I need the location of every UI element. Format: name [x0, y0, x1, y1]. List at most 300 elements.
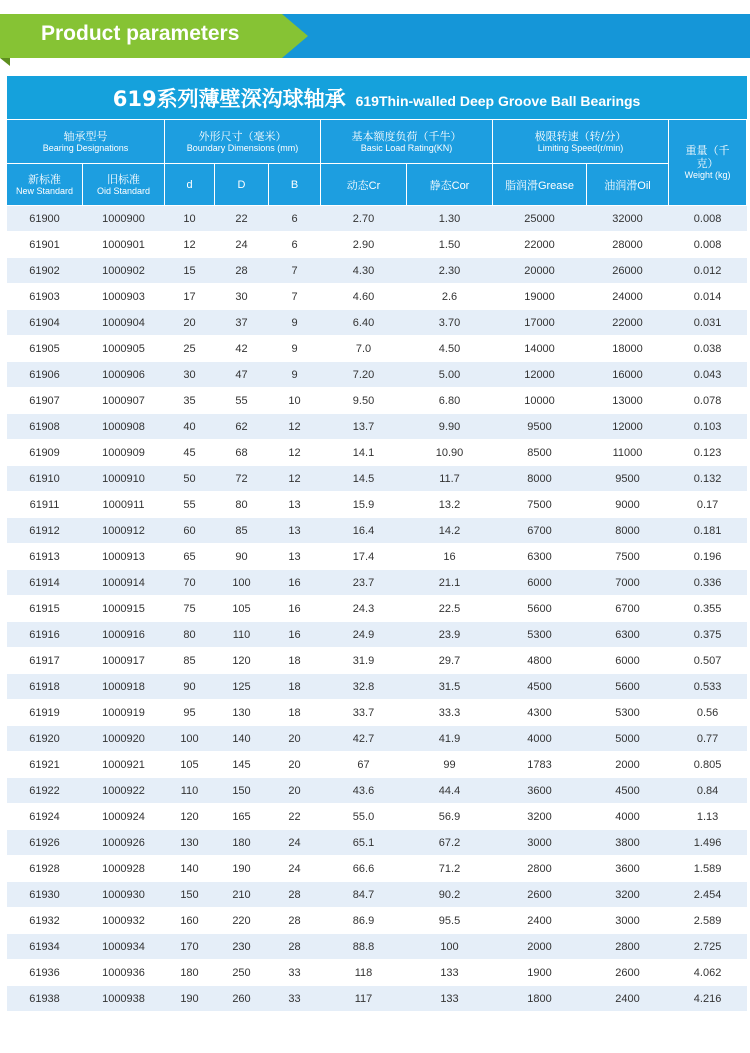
header-load-en: Basic Load Rating(KN)	[360, 142, 453, 153]
cell-grease: 4500	[493, 674, 587, 700]
header-cor: 静态Cor	[407, 164, 493, 206]
cell-oil: 8000	[587, 518, 669, 544]
cell-d: 85	[165, 648, 215, 674]
cell-d: 90	[165, 674, 215, 700]
cell-cor: 1.30	[407, 206, 493, 232]
cell-cr: 7.0	[321, 336, 407, 362]
table-row	[7, 934, 747, 960]
cell-d: 70	[165, 570, 215, 596]
cell-B: 18	[269, 700, 321, 726]
cell-D: 100	[215, 570, 269, 596]
cell-B: 33	[269, 960, 321, 986]
header-old-standard	[83, 164, 165, 206]
header-new-cn: 新标准	[28, 172, 61, 186]
cell-oil: 32000	[587, 206, 669, 232]
cell-d: 110	[165, 778, 215, 804]
cell-weight: 0.77	[669, 726, 747, 752]
cell-oil: 5600	[587, 674, 669, 700]
cell-grease: 7500	[493, 492, 587, 518]
cell-cor: 44.4	[407, 778, 493, 804]
cell-old-standard: 1000903	[83, 284, 165, 310]
cell-new-standard: 61900	[7, 206, 83, 232]
cell-D: 130	[215, 700, 269, 726]
cell-new-standard: 61904	[7, 310, 83, 336]
cell-old-standard: 1000914	[83, 570, 165, 596]
cell-old-standard: 1000901	[83, 232, 165, 258]
cell-cor: 95.5	[407, 908, 493, 934]
cell-new-standard: 61910	[7, 466, 83, 492]
table-row	[7, 492, 747, 518]
cell-new-standard: 61919	[7, 700, 83, 726]
header-new-standard	[7, 164, 83, 206]
table-row	[7, 700, 747, 726]
cell-oil: 2600	[587, 960, 669, 986]
table-row	[7, 336, 747, 362]
cell-D: 140	[215, 726, 269, 752]
cell-new-standard: 61913	[7, 544, 83, 570]
cell-cr: 2.70	[321, 206, 407, 232]
table-title-en: 619Thin-walled Deep Groove Ball Bearings	[355, 92, 641, 109]
table-row	[7, 440, 747, 466]
cell-oil: 6300	[587, 622, 669, 648]
cell-old-standard: 1000912	[83, 518, 165, 544]
cell-D: 105	[215, 596, 269, 622]
cell-new-standard: 61914	[7, 570, 83, 596]
table-row	[7, 726, 747, 752]
cell-D: 42	[215, 336, 269, 362]
header-speed-en: Limiting Speed(r/min)	[537, 142, 624, 153]
header-grease: 脂润滑Grease	[493, 164, 587, 206]
cell-D: 85	[215, 518, 269, 544]
cell-cor: 31.5	[407, 674, 493, 700]
cell-d: 105	[165, 752, 215, 778]
cell-old-standard: 1000906	[83, 362, 165, 388]
cell-weight: 0.84	[669, 778, 747, 804]
table-row	[7, 908, 747, 934]
cell-old-standard: 1000913	[83, 544, 165, 570]
cell-cr: 2.90	[321, 232, 407, 258]
cell-cr: 14.1	[321, 440, 407, 466]
cell-weight: 0.008	[669, 232, 747, 258]
cell-cr: 55.0	[321, 804, 407, 830]
cell-grease: 8000	[493, 466, 587, 492]
cell-D: 230	[215, 934, 269, 960]
cell-cr: 16.4	[321, 518, 407, 544]
cell-weight: 4.062	[669, 960, 747, 986]
cell-new-standard: 61916	[7, 622, 83, 648]
cell-grease: 2000	[493, 934, 587, 960]
cell-new-standard: 61936	[7, 960, 83, 986]
cell-grease: 6700	[493, 518, 587, 544]
cell-new-standard: 61915	[7, 596, 83, 622]
banner-fold	[0, 58, 10, 66]
cell-cor: 16	[407, 544, 493, 570]
cell-d: 35	[165, 388, 215, 414]
cell-old-standard: 1000926	[83, 830, 165, 856]
cell-d: 12	[165, 232, 215, 258]
cell-B: 22	[269, 804, 321, 830]
cell-cor: 14.2	[407, 518, 493, 544]
cell-grease: 12000	[493, 362, 587, 388]
cell-oil: 3200	[587, 882, 669, 908]
cell-grease: 9500	[493, 414, 587, 440]
cell-grease: 10000	[493, 388, 587, 414]
cell-old-standard: 1000902	[83, 258, 165, 284]
cell-cor: 23.9	[407, 622, 493, 648]
cell-old-standard: 1000934	[83, 934, 165, 960]
cell-oil: 22000	[587, 310, 669, 336]
cell-D: 28	[215, 258, 269, 284]
cell-B: 13	[269, 544, 321, 570]
cell-old-standard: 1000909	[83, 440, 165, 466]
cell-weight: 0.031	[669, 310, 747, 336]
cell-oil: 24000	[587, 284, 669, 310]
header-old-en: Oid Standard	[96, 185, 151, 196]
cell-grease: 8500	[493, 440, 587, 466]
cell-weight: 0.56	[669, 700, 747, 726]
cell-old-standard: 1000915	[83, 596, 165, 622]
cell-cor: 133	[407, 986, 493, 1012]
cell-B: 16	[269, 596, 321, 622]
cell-weight: 0.533	[669, 674, 747, 700]
banner-title: Product parameters	[41, 22, 240, 45]
cell-cr: 86.9	[321, 908, 407, 934]
cell-cor: 9.90	[407, 414, 493, 440]
cell-B: 28	[269, 908, 321, 934]
cell-grease: 20000	[493, 258, 587, 284]
cell-d: 25	[165, 336, 215, 362]
cell-old-standard: 1000910	[83, 466, 165, 492]
cell-D: 30	[215, 284, 269, 310]
cell-oil: 5000	[587, 726, 669, 752]
cell-d: 75	[165, 596, 215, 622]
cell-oil: 3000	[587, 908, 669, 934]
cell-d: 180	[165, 960, 215, 986]
cell-new-standard: 61934	[7, 934, 83, 960]
cell-cor: 99	[407, 752, 493, 778]
header-designations	[7, 120, 165, 164]
cell-new-standard: 61901	[7, 232, 83, 258]
header-limiting-speed	[493, 120, 669, 164]
cell-new-standard: 61906	[7, 362, 83, 388]
cell-new-standard: 61907	[7, 388, 83, 414]
cell-cor: 90.2	[407, 882, 493, 908]
cell-d: 65	[165, 544, 215, 570]
cell-weight: 0.355	[669, 596, 747, 622]
table-row	[7, 674, 747, 700]
cell-D: 62	[215, 414, 269, 440]
cell-cr: 24.3	[321, 596, 407, 622]
cell-weight: 0.805	[669, 752, 747, 778]
table-row	[7, 648, 747, 674]
table-row	[7, 596, 747, 622]
cell-cor: 33.3	[407, 700, 493, 726]
cell-cor: 10.90	[407, 440, 493, 466]
cell-B: 20	[269, 726, 321, 752]
cell-cr: 84.7	[321, 882, 407, 908]
table-row	[7, 986, 747, 1012]
cell-cr: 32.8	[321, 674, 407, 700]
cell-d: 20	[165, 310, 215, 336]
cell-grease: 4800	[493, 648, 587, 674]
cell-oil: 13000	[587, 388, 669, 414]
cell-cor: 13.2	[407, 492, 493, 518]
cell-D: 22	[215, 206, 269, 232]
cell-grease: 2400	[493, 908, 587, 934]
cell-old-standard: 1000930	[83, 882, 165, 908]
cell-old-standard: 1000938	[83, 986, 165, 1012]
header-oil: 油润滑Oil	[587, 164, 669, 206]
table-row	[7, 570, 747, 596]
cell-oil: 6000	[587, 648, 669, 674]
cell-weight: 0.038	[669, 336, 747, 362]
cell-B: 12	[269, 466, 321, 492]
header-weight	[669, 120, 747, 206]
cell-d: 15	[165, 258, 215, 284]
cell-cor: 5.00	[407, 362, 493, 388]
cell-weight: 0.103	[669, 414, 747, 440]
cell-old-standard: 1000928	[83, 856, 165, 882]
cell-weight: 2.589	[669, 908, 747, 934]
cell-oil: 4500	[587, 778, 669, 804]
cell-grease: 4000	[493, 726, 587, 752]
cell-B: 12	[269, 414, 321, 440]
header-speed-cn: 极限转速（转/分）	[534, 129, 627, 143]
cell-cor: 2.6	[407, 284, 493, 310]
cell-cr: 67	[321, 752, 407, 778]
cell-cr: 4.60	[321, 284, 407, 310]
table-row	[7, 232, 747, 258]
cell-weight: 1.13	[669, 804, 747, 830]
header-D: D	[215, 164, 269, 206]
cell-grease: 17000	[493, 310, 587, 336]
bearing-table-container	[6, 76, 746, 1012]
cell-cor: 100	[407, 934, 493, 960]
cell-d: 130	[165, 830, 215, 856]
cell-old-standard: 1000924	[83, 804, 165, 830]
header-load-cn: 基本额度负荷（千牛）	[351, 129, 462, 143]
cell-d: 50	[165, 466, 215, 492]
cell-B: 13	[269, 492, 321, 518]
cell-D: 37	[215, 310, 269, 336]
cell-new-standard: 61920	[7, 726, 83, 752]
cell-cr: 117	[321, 986, 407, 1012]
cell-B: 6	[269, 206, 321, 232]
cell-d: 170	[165, 934, 215, 960]
cell-B: 28	[269, 934, 321, 960]
cell-grease: 5600	[493, 596, 587, 622]
cell-new-standard: 61918	[7, 674, 83, 700]
cell-new-standard: 61912	[7, 518, 83, 544]
header-weight-en: Weight (kg)	[684, 170, 731, 180]
cell-grease: 4300	[493, 700, 587, 726]
bearing-table	[6, 76, 747, 1012]
cell-new-standard: 61930	[7, 882, 83, 908]
cell-cor: 133	[407, 960, 493, 986]
cell-d: 10	[165, 206, 215, 232]
cell-weight: 0.17	[669, 492, 747, 518]
cell-B: 16	[269, 622, 321, 648]
cell-B: 7	[269, 284, 321, 310]
cell-cr: 65.1	[321, 830, 407, 856]
cell-old-standard: 1000907	[83, 388, 165, 414]
cell-d: 120	[165, 804, 215, 830]
cell-D: 72	[215, 466, 269, 492]
header-old-cn: 旧标准	[107, 172, 140, 186]
cell-cor: 3.70	[407, 310, 493, 336]
cell-D: 220	[215, 908, 269, 934]
cell-D: 120	[215, 648, 269, 674]
cell-cor: 4.50	[407, 336, 493, 362]
cell-B: 12	[269, 440, 321, 466]
cell-D: 68	[215, 440, 269, 466]
cell-new-standard: 61921	[7, 752, 83, 778]
table-body	[7, 206, 747, 1012]
table-title-cn: 619系列薄壁深沟球轴承	[112, 86, 346, 111]
cell-d: 160	[165, 908, 215, 934]
table-row	[7, 752, 747, 778]
cell-grease: 19000	[493, 284, 587, 310]
table-row	[7, 518, 747, 544]
cell-grease: 2800	[493, 856, 587, 882]
cell-weight: 0.123	[669, 440, 747, 466]
cell-grease: 14000	[493, 336, 587, 362]
cell-grease: 1783	[493, 752, 587, 778]
cell-cor: 41.9	[407, 726, 493, 752]
cell-weight: 2.454	[669, 882, 747, 908]
cell-oil: 12000	[587, 414, 669, 440]
cell-new-standard: 61911	[7, 492, 83, 518]
cell-weight: 1.496	[669, 830, 747, 856]
table-row	[7, 856, 747, 882]
cell-D: 190	[215, 856, 269, 882]
cell-weight: 0.181	[669, 518, 747, 544]
cell-cr: 13.7	[321, 414, 407, 440]
cell-weight: 0.014	[669, 284, 747, 310]
cell-new-standard: 61938	[7, 986, 83, 1012]
cell-d: 100	[165, 726, 215, 752]
cell-B: 24	[269, 830, 321, 856]
cell-D: 110	[215, 622, 269, 648]
cell-cor: 71.2	[407, 856, 493, 882]
header-dimensions	[165, 120, 321, 164]
cell-oil: 9500	[587, 466, 669, 492]
cell-D: 210	[215, 882, 269, 908]
cell-D: 90	[215, 544, 269, 570]
cell-old-standard: 1000916	[83, 622, 165, 648]
cell-d: 80	[165, 622, 215, 648]
cell-oil: 28000	[587, 232, 669, 258]
cell-grease: 22000	[493, 232, 587, 258]
cell-D: 125	[215, 674, 269, 700]
cell-cr: 88.8	[321, 934, 407, 960]
cell-oil: 3600	[587, 856, 669, 882]
cell-weight: 0.507	[669, 648, 747, 674]
cell-oil: 7000	[587, 570, 669, 596]
cell-cor: 11.7	[407, 466, 493, 492]
cell-grease: 3000	[493, 830, 587, 856]
cell-oil: 2400	[587, 986, 669, 1012]
cell-D: 165	[215, 804, 269, 830]
table-row	[7, 804, 747, 830]
cell-B: 18	[269, 674, 321, 700]
cell-weight: 0.336	[669, 570, 747, 596]
cell-cr: 66.6	[321, 856, 407, 882]
table-row	[7, 414, 747, 440]
cell-D: 250	[215, 960, 269, 986]
cell-new-standard: 61924	[7, 804, 83, 830]
cell-B: 10	[269, 388, 321, 414]
cell-oil: 5300	[587, 700, 669, 726]
cell-weight: 1.589	[669, 856, 747, 882]
cell-B: 18	[269, 648, 321, 674]
cell-weight: 0.078	[669, 388, 747, 414]
cell-B: 20	[269, 752, 321, 778]
table-row	[7, 284, 747, 310]
cell-new-standard: 61917	[7, 648, 83, 674]
cell-d: 140	[165, 856, 215, 882]
table-row	[7, 362, 747, 388]
cell-oil: 16000	[587, 362, 669, 388]
cell-cr: 24.9	[321, 622, 407, 648]
cell-B: 9	[269, 336, 321, 362]
cell-grease: 1900	[493, 960, 587, 986]
cell-D: 260	[215, 986, 269, 1012]
header-designations-cn: 轴承型号	[63, 129, 108, 143]
cell-cr: 4.30	[321, 258, 407, 284]
cell-d: 17	[165, 284, 215, 310]
header-B: B	[269, 164, 321, 206]
cell-cr: 42.7	[321, 726, 407, 752]
cell-new-standard: 61922	[7, 778, 83, 804]
cell-D: 180	[215, 830, 269, 856]
cell-D: 24	[215, 232, 269, 258]
header-weight-cn: 重量（千克）	[685, 144, 730, 170]
cell-new-standard: 61926	[7, 830, 83, 856]
cell-cr: 33.7	[321, 700, 407, 726]
cell-cor: 22.5	[407, 596, 493, 622]
cell-oil: 7500	[587, 544, 669, 570]
cell-d: 55	[165, 492, 215, 518]
cell-weight: 0.012	[669, 258, 747, 284]
cell-cr: 118	[321, 960, 407, 986]
cell-oil: 11000	[587, 440, 669, 466]
table-row	[7, 830, 747, 856]
cell-B: 7	[269, 258, 321, 284]
cell-B: 9	[269, 310, 321, 336]
cell-old-standard: 1000905	[83, 336, 165, 362]
cell-cr: 6.40	[321, 310, 407, 336]
cell-weight: 0.043	[669, 362, 747, 388]
cell-weight: 0.008	[669, 206, 747, 232]
cell-old-standard: 1000922	[83, 778, 165, 804]
header-new-en: New Standard	[15, 185, 74, 196]
table-row	[7, 778, 747, 804]
cell-weight: 2.725	[669, 934, 747, 960]
cell-oil: 2000	[587, 752, 669, 778]
cell-grease: 2600	[493, 882, 587, 908]
cell-B: 24	[269, 856, 321, 882]
header-load-rating	[321, 120, 493, 164]
cell-B: 13	[269, 518, 321, 544]
cell-B: 20	[269, 778, 321, 804]
cell-oil: 18000	[587, 336, 669, 362]
header-cr: 动态Cr	[321, 164, 407, 206]
table-title	[7, 76, 747, 120]
cell-new-standard: 61908	[7, 414, 83, 440]
cell-cor: 6.80	[407, 388, 493, 414]
cell-B: 6	[269, 232, 321, 258]
